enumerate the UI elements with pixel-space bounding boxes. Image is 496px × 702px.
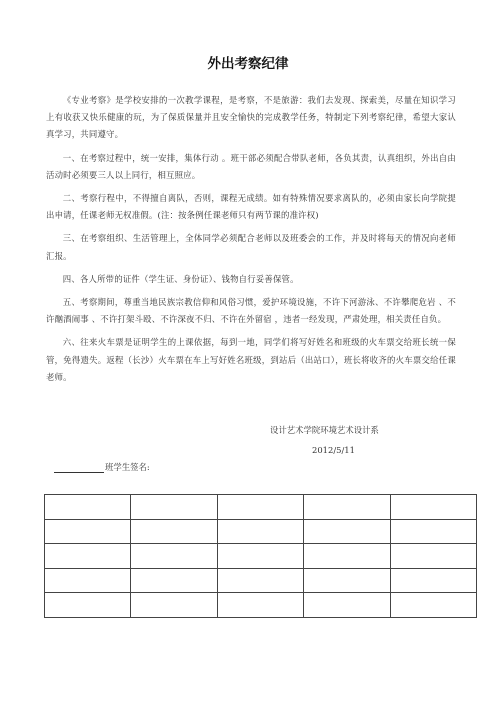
signature-cell[interactable] xyxy=(304,519,390,544)
signature-cell[interactable] xyxy=(45,544,131,569)
signature-cell[interactable] xyxy=(217,593,303,618)
document-date: 2012/5/11 xyxy=(312,445,355,455)
signature-cell[interactable] xyxy=(390,593,476,618)
signature-cell[interactable] xyxy=(45,519,131,544)
signature-cell[interactable] xyxy=(217,568,303,593)
signature-cell[interactable] xyxy=(304,544,390,569)
signature-cell[interactable] xyxy=(131,519,217,544)
signature-table-row xyxy=(45,568,477,593)
signature-cell[interactable] xyxy=(217,544,303,569)
paragraph-intro: 《专业考察》是学校安排的一次教学课程，是考察，不是旅游：我们去发现、探索美，尽量在知识学习上有收获又快乐健康的玩，为了保质保量并且安全愉快的完成教学任务，特制定下列考察纪律，希望大家认真学习，共同遵守。 xyxy=(46,95,456,140)
signature-cell[interactable] xyxy=(131,593,217,618)
signature-cell[interactable] xyxy=(390,495,476,520)
paragraph-rule-5: 五、考察期间，尊重当地民族宗教信仰和风俗习惯，爱护环境设施，不许下河游泳、不许攀爬危岩 、不许酗酒闹事 、不许打架斗殴、不许深夜不归、不许在外留宿 ，违者一经发现，严肃处理，相关责任自负。 xyxy=(46,297,456,325)
signature-label: 班学生签名: xyxy=(105,462,150,472)
paragraph-rule-1: 一、在考察过程中，统一安排，集体行动 。班干部必须配合带队老师，各负其责，认真组织，外出自由活动时必须要三人以上同行，相互照应。 xyxy=(46,152,456,180)
signature-cell[interactable] xyxy=(131,568,217,593)
paragraph-rule-2: 二、考察行程中，不得擅自离队，否则，课程无成绩。如有特殊情况要求离队的，必须由家长向学院提出申请，任课老师无权准假。(注：按条例任课老师只有两节课的准许权) xyxy=(46,193,456,221)
signature-cell[interactable] xyxy=(304,593,390,618)
department-name: 设计艺术学院环境艺术设计系 xyxy=(270,425,379,435)
signature-cell[interactable] xyxy=(217,519,303,544)
signature-cell[interactable] xyxy=(45,568,131,593)
signature-cell[interactable] xyxy=(131,544,217,569)
signature-cell[interactable] xyxy=(304,495,390,520)
paragraph-rule-3: 三、在考察组织、生活管理上，全体同学必须配合老师以及班委会的工作，并及时将每天的情况向老师汇报。 xyxy=(46,233,456,261)
signature-table xyxy=(44,494,477,618)
signature-cell[interactable] xyxy=(131,495,217,520)
signature-cell[interactable] xyxy=(304,568,390,593)
signature-table-row xyxy=(45,544,477,569)
signature-table-row xyxy=(45,495,477,520)
signature-table-row xyxy=(45,593,477,618)
signature-cell[interactable] xyxy=(45,495,131,520)
signature-cell[interactable] xyxy=(390,568,476,593)
class-name-blank[interactable] xyxy=(54,463,104,473)
signature-cell[interactable] xyxy=(390,544,476,569)
signature-cell[interactable] xyxy=(45,593,131,618)
document-body xyxy=(46,92,456,392)
signature-table-row xyxy=(45,519,477,544)
paragraph-rule-6: 六、往来火车票是证明学生的上课依据，每到一地，同学们将写好姓名和班级的火车票交给班长统一保管，免得遗失。返程（长沙）火车票在车上写好姓名班级，到站后（出站口），班长将收齐的火车票交给任课老师。 xyxy=(46,337,456,382)
signature-row xyxy=(54,461,150,473)
paragraph-rule-4: 四、各人所带的证件（学生证、身份证）、钱物自行妥善保管。 xyxy=(62,273,299,284)
signature-cell[interactable] xyxy=(390,519,476,544)
signature-cell[interactable] xyxy=(217,495,303,520)
document-title: 外出考察纪律 xyxy=(207,56,289,72)
